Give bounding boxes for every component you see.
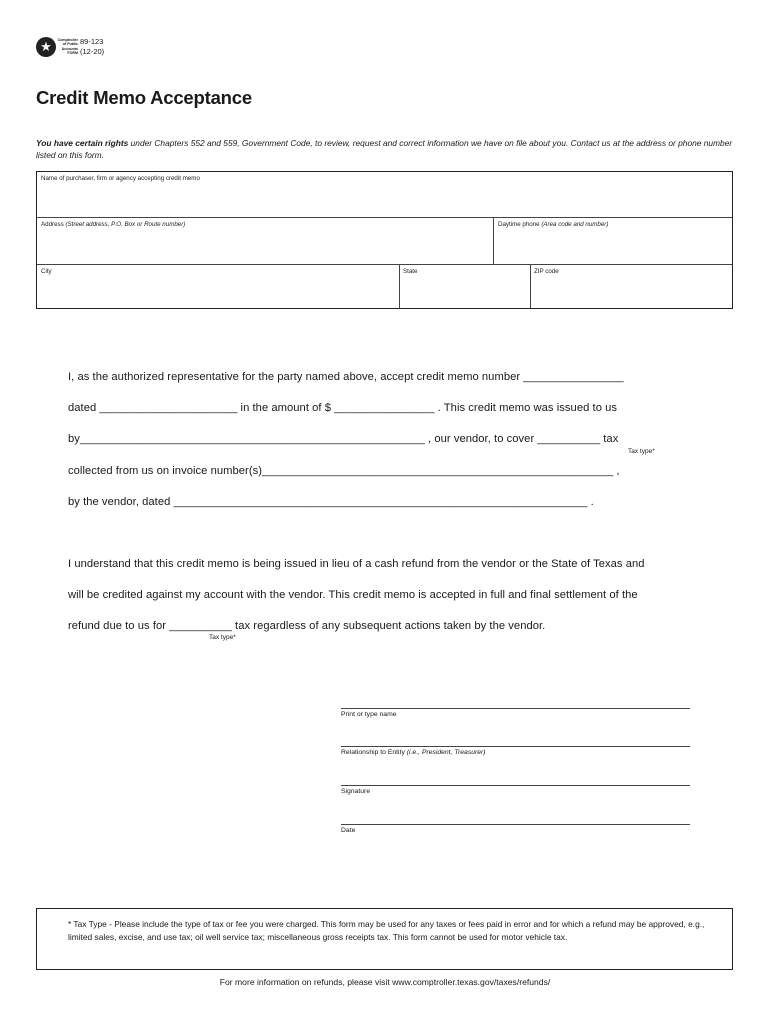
rights-notice-text: under Chapters 552 and 559, Government Code, to review, request and correct information we have on file about you. Contact us at the address or phone number listed on this form.: [36, 138, 733, 160]
statement-line-invoice-numbers[interactable]: collected from us on invoice number(s)________________________________________________________ ,: [68, 465, 620, 477]
understanding-line: will be credited against my account with the vendor. This credit memo is accepted in full and final settlement of the: [68, 589, 638, 601]
date-label: Date: [341, 827, 356, 834]
form-number-block: [80, 37, 104, 56]
purchaser-name-field[interactable]: [41, 175, 200, 182]
table-divider: [37, 264, 732, 265]
agency-line: Comptroller: [57, 38, 78, 42]
daytime-phone-field[interactable]: [498, 221, 608, 228]
address-hint: (Street address, P.O. Box or Route number): [65, 221, 186, 228]
star-icon: ★: [40, 39, 52, 54]
understanding-line-tax-type[interactable]: refund due to us for __________ tax regardless of any subsequent actions taken by the vendor.: [68, 620, 546, 632]
rights-notice: [36, 137, 736, 161]
table-divider: [493, 217, 494, 264]
page-title: Credit Memo Acceptance: [36, 87, 252, 108]
tax-type-footnote: * Tax Type - Please include the type of tax or fee you were charged. This form may be used for any taxes or fees paid in error and for which a refund may be approved, e.g., limited sales, excise, and use tax; oil well service tax; miscellaneous gross receipts tax. This form cannot be used for motor vehicle tax.: [68, 919, 705, 942]
zip-code-field[interactable]: [534, 268, 559, 275]
zip-code-label: ZIP code: [534, 268, 559, 275]
relationship-hint: (i.e., President, Treasurer): [406, 749, 486, 756]
state-label: State: [403, 268, 418, 275]
agency-line: FORM: [67, 50, 78, 55]
print-name-label: Print or type name: [341, 711, 397, 718]
city-label: City: [41, 268, 52, 275]
state-field[interactable]: [403, 268, 417, 275]
table-divider: [530, 264, 531, 309]
statement-line-credit-memo-number[interactable]: I, as the authorized representative for the party named above, accept credit memo number ________________: [68, 371, 624, 383]
address-label: Address: [41, 221, 64, 228]
rights-notice-bold: You have certain rights: [36, 138, 129, 148]
footer-refund-info: For more information on refunds, please visit www.comptroller.texas.gov/taxes/refunds/: [219, 977, 551, 987]
comptroller-seal-logo: [36, 37, 56, 57]
tax-type-footnote-box: [36, 908, 733, 970]
date-line[interactable]: [341, 824, 690, 825]
signature-label: Signature: [341, 788, 371, 795]
daytime-phone-hint: (Area code and number): [541, 221, 609, 228]
relationship-label: [341, 749, 486, 756]
relationship-label-text: Relationship to Entity: [341, 749, 405, 756]
address-field[interactable]: [41, 221, 185, 228]
tax-type-sublabel: Tax type*: [628, 448, 655, 455]
tax-type-sublabel: Tax type*: [209, 634, 236, 641]
table-divider: [399, 264, 400, 309]
signature-line[interactable]: [341, 785, 690, 786]
city-field[interactable]: [41, 268, 52, 275]
agency-line: Accounts: [61, 46, 78, 51]
daytime-phone-label: Daytime phone: [498, 221, 540, 228]
form-number: 89-123: [80, 37, 104, 46]
purchaser-info-table: [36, 171, 733, 309]
form-revision: (12-20): [80, 46, 105, 56]
relationship-line[interactable]: [341, 746, 690, 747]
agency-name: [56, 38, 78, 55]
purchaser-name-label: Name of purchaser, firm or agency accepting credit memo: [41, 175, 200, 182]
print-name-line[interactable]: [341, 708, 690, 709]
understanding-line: I understand that this credit memo is being issued in lieu of a cash refund from the vendor or the State of Texas and: [68, 558, 645, 570]
statement-line-vendor-tax[interactable]: by_______________________________________________________ , our vendor, to cover __________ tax: [68, 433, 619, 445]
agency-line: of Public: [62, 42, 78, 47]
statement-line-vendor-date[interactable]: by the vendor, dated __________________________________________________________________ .: [68, 496, 594, 508]
statement-line-date-amount[interactable]: dated ______________________ in the amount of $ ________________ . This credit memo was issued to us: [68, 402, 618, 414]
table-divider: [37, 217, 732, 218]
